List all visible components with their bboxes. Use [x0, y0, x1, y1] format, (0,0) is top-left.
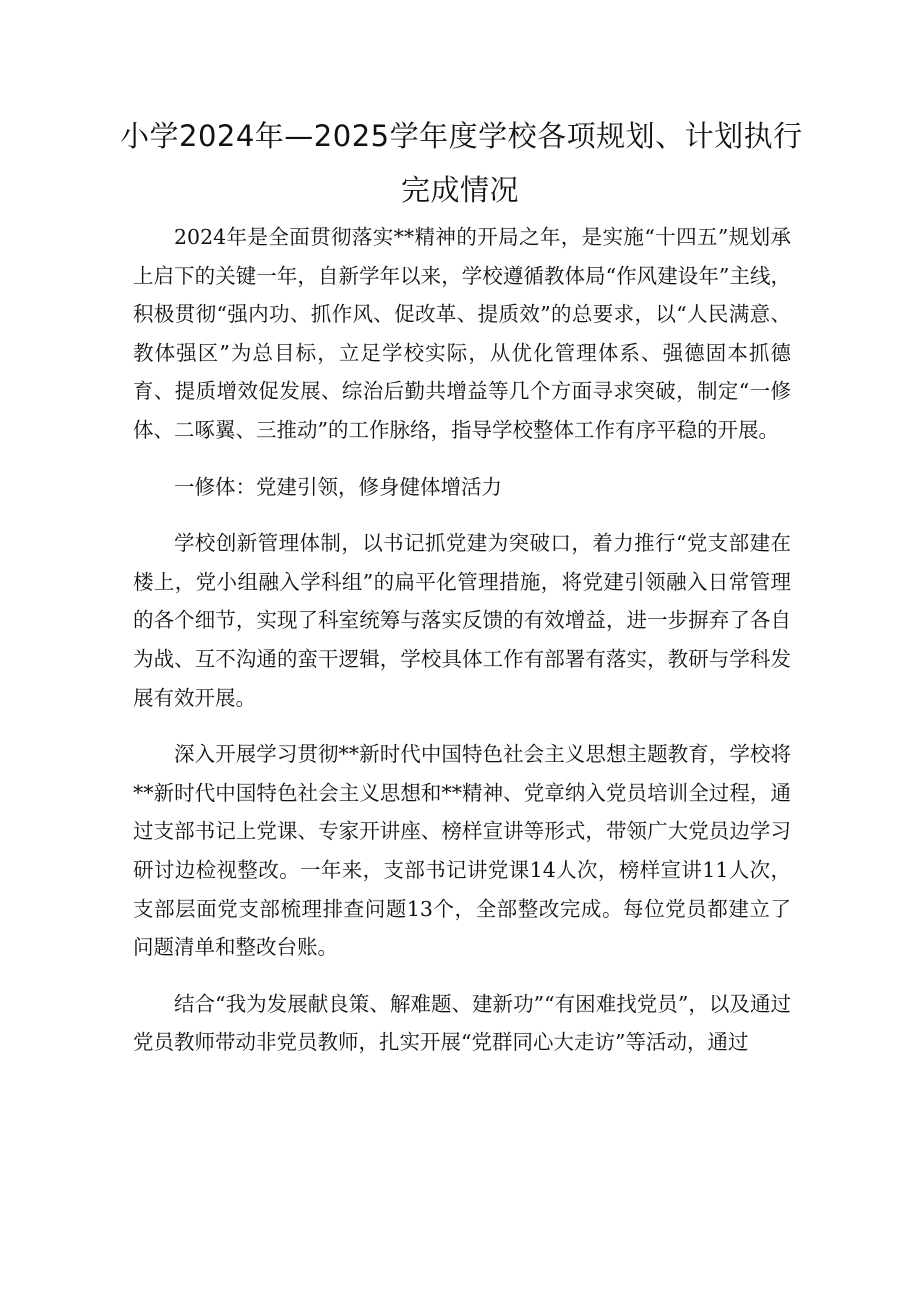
document-title-line-1: 小学2024年—2025学年度学校各项规划、计划执行 — [120, 119, 803, 153]
paragraph-intro: 2024年是全面贯彻落实**精神的开局之年，是实施“十四五”规划承上启下的关键一年，自新学年以来，学校遵循教体局“作风建设年”主线，积极贯彻“强内功、抓作风、促改革、提质效”的总要求，以“人民满意、教体强区”为总目标，立足学校实际，从优化管理体系、强德固本抓德育、提质增效促发展、综治后勤共增益等几个方面寻求突破，制定“一修体、二啄翼、三推动”的工作脉络，指导学校整体工作有序平稳的开展。 — [133, 225, 791, 442]
paragraph-management: 学校创新管理体制，以书记抓党建为突破口，着力推行“党支部建在楼上，党小组融入学科组”的扁平化管理措施，将党建引领融入日常管理的各个细节，实现了科室统筹与落实反馈的有效增益，进一步摒弃了各自为战、互不沟通的蛮干逻辑，学校具体工作有部署有落实，教研与学科发展有效开展。 — [133, 531, 791, 710]
paragraph-study: 深入开展学习贯彻**新时代中国特色社会主义思想主题教育，学校将**新时代中国特色社会主义思想和**精神、党章纳入党员培训全过程，通过支部书记上党课、专家开讲座、榜样宣讲等形式，带领广大党员边学习研讨边检视整改。一年来，支部书记讲党课14人次，榜样宣讲11人次，支部层面党支部梳理排查问题13个，全部整改完成。每位党员都建立了问题清单和整改台账。 — [133, 742, 791, 960]
section-heading: 一修体：党建引领，修身健体增活力 — [174, 474, 502, 499]
document-title-line-2: 完成情况 — [400, 173, 519, 207]
document-body — [133, 218, 791, 1062]
paragraph-activities: 结合“我为发展献良策、解难题、建新功”“有困难找党员”，以及通过党员教师带动非党员教师，扎实开展“党群同心大走访”等活动，通过 — [133, 991, 791, 1055]
